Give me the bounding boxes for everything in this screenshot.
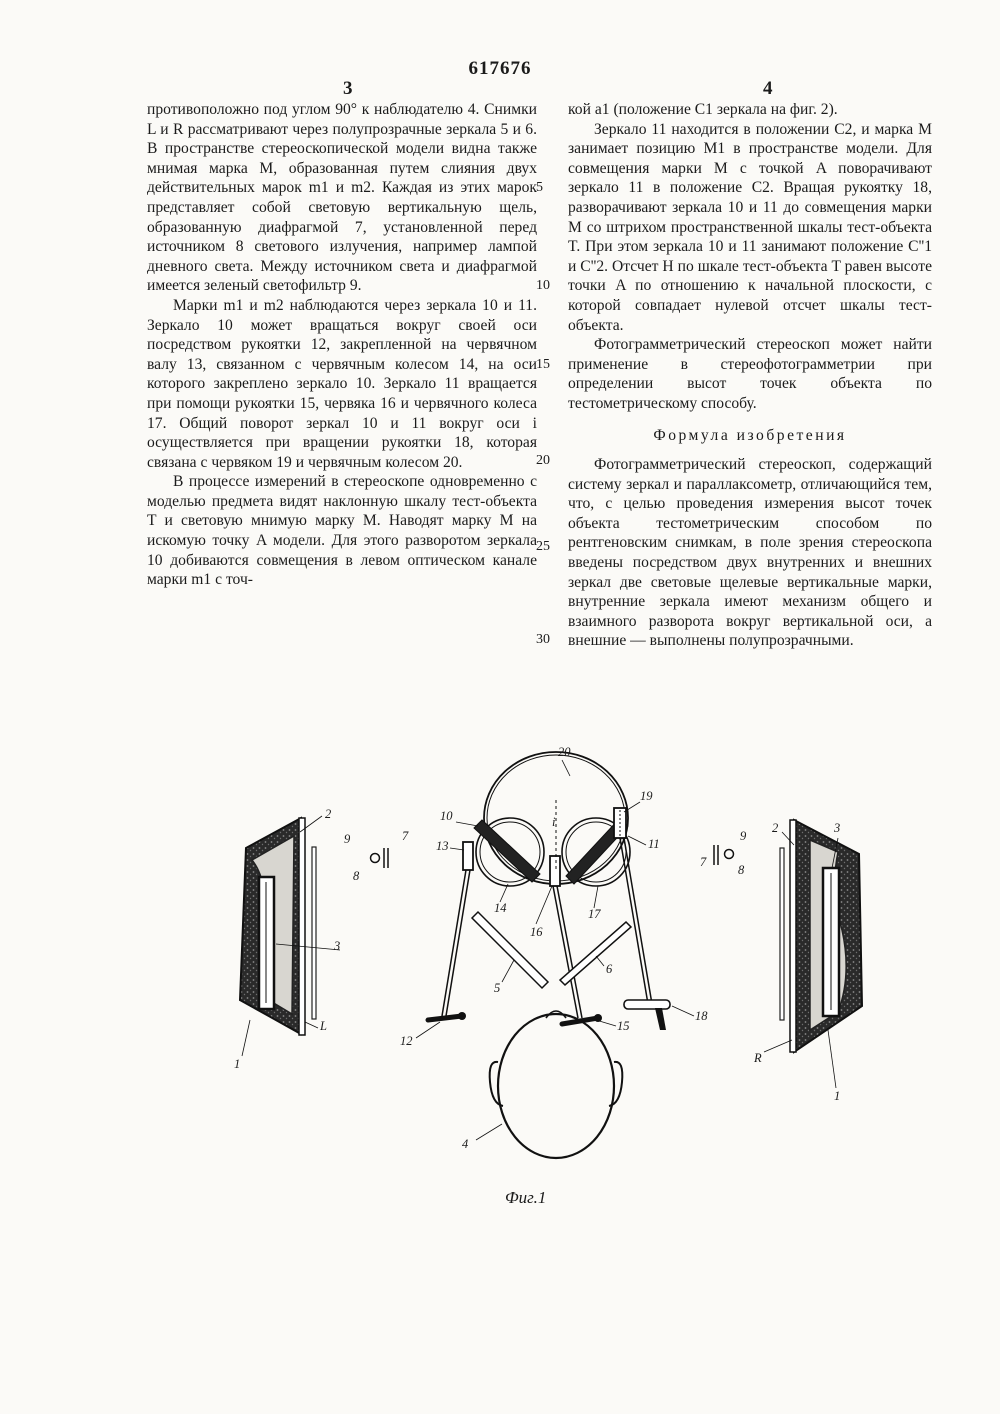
paragraph: Марки m1 и m2 наблюдаются через зеркала 10 и 11. Зеркало 10 может вращаться вокруг своей оси посредством рукоятки 12, закрепленной на червячном валу 13, связанном с червячным колесом 14, на оси которого закреплено зеркало 10. Зеркало 11 вращается при помощи рукоятки 15, червяка 16 и червячного колеса 17. Общий поворот зеркал 10 и 11 вокруг оси i осуществляется при вращении рукоятки 18, которая связана с червяком 19 и червячным колесом 20. bbox=[147, 296, 537, 471]
figure-label: 9 bbox=[344, 832, 351, 846]
left-light-source bbox=[371, 848, 389, 868]
figure-label: 20 bbox=[558, 745, 571, 759]
formula-heading: Формула изобретения bbox=[653, 426, 847, 444]
left-column bbox=[147, 100, 537, 590]
column-number-left: 3 bbox=[343, 78, 353, 99]
paragraph: В процессе измерений в стереоскопе одновременно с моделью предмета видят наклонную шкалу тест-объекта T и световую мнимую марку M. Наводят марку M на искомую точку A модели. Для этого разворотом зеркала 10 добиваются совмещения в левом оптическом канале марки m1 с точ- bbox=[147, 473, 537, 589]
figure-label: 15 bbox=[617, 1019, 630, 1033]
figure-label: i bbox=[552, 815, 556, 829]
line-number: 30 bbox=[536, 632, 550, 647]
right-column bbox=[568, 100, 932, 651]
figure-label: 19 bbox=[640, 789, 653, 803]
figure-caption: Фиг.1 bbox=[505, 1188, 547, 1207]
figure-1 bbox=[0, 740, 1000, 1180]
figure-label: 7 bbox=[700, 855, 707, 869]
patent-number: 617676 bbox=[468, 58, 532, 79]
figure-label: 1 bbox=[234, 1057, 241, 1071]
figure-label: 11 bbox=[648, 837, 660, 851]
paragraph: противоположно под углом 90° к наблюдателю 4. Снимки L и R рассматривают через полупрозрачные зеркала 5 и 6. В пространстве стереоскопической модели видна также мнимая марка M, образованная путем слияния двух действительных марок m1 и m2. Каждая из этих марок представляет собой световую вертикальную щель, образованную диафрагмой 7, установленной перед источником 8 светового излучения, например лампой дневного света. Между источником света и диафрагмой имеется зеленый светофильтр 9. bbox=[147, 101, 537, 295]
claim-text: Фотограмметрический стереоскоп, содержащий систему зеркал и параллаксометр, отличающийся тем, что, с целью проведения измерения высот точек объекта тестометрическим способом по рентгеновским снимкам, в поле зрения стереоскопа введены посредством двух внутренних и внешних зеркал две световые щелевые вертикальные марки, внутренние зеркала имеют механизм общего и взаимного разворота вокруг вертикальной оси, а внешние — выполнены полупрозрачными. bbox=[568, 456, 932, 650]
figure-label: 3 bbox=[834, 821, 841, 835]
figure-label: 17 bbox=[588, 907, 601, 921]
figure-label: 2 bbox=[325, 807, 332, 821]
figure-label: R bbox=[754, 1051, 762, 1065]
figure-label: 10 bbox=[440, 809, 453, 823]
figure-label: 9 bbox=[740, 829, 747, 843]
figure-label: 7 bbox=[402, 829, 409, 843]
worm-16 bbox=[550, 856, 560, 886]
figure-label: 16 bbox=[530, 925, 543, 939]
figure-label: L bbox=[320, 1019, 327, 1033]
paragraph: Зеркало 11 находится в положении C2, и марка M занимает позицию M1 в пространстве модели. Для совмещения марки M с точкой A поворачивают зеркало 11 в положение C2. Вращая рукоятку 18, разворачивают зеркала 10 и 11 до совмещения марки M со штрихом пространственной шкалы тест-объекта T. При этом зеркала 10 и 11 занимают положение C''1 и C''2. Отсчет H по шкале тест-объекта T равен высоте точки A по отношению к начальной плоскости, с которой совпадает нулевой отсчет шкалы тест-объекта. bbox=[568, 120, 932, 334]
line-number: 10 bbox=[536, 278, 550, 293]
line-number: 20 bbox=[536, 453, 550, 468]
figure-label: 2 bbox=[772, 821, 779, 835]
figure-label: 18 bbox=[695, 1009, 708, 1023]
paragraph: кой a1 (положение C1 зеркала на фиг. 2). bbox=[568, 101, 838, 118]
figure-label: 6 bbox=[606, 962, 613, 976]
observer-head bbox=[490, 1011, 623, 1158]
figure-label: 13 bbox=[436, 839, 449, 853]
worm-shaft-13 bbox=[463, 842, 473, 870]
paragraph: Фотограмметрический стереоскоп может найти применение в стереофотограмметрии при определении высот точек объекта по тестометрическому способу. bbox=[568, 336, 932, 412]
figure-label: 5 bbox=[494, 981, 501, 995]
right-light-source bbox=[714, 845, 734, 865]
figure-label: 8 bbox=[353, 869, 360, 883]
line-number: 5 bbox=[536, 180, 543, 195]
line-number: 15 bbox=[536, 357, 550, 372]
line-number: 25 bbox=[536, 539, 550, 554]
figure-label: 3 bbox=[334, 939, 341, 953]
semitransparent-mirror-6 bbox=[560, 922, 631, 985]
figure-label: 12 bbox=[400, 1034, 413, 1048]
figure-label: 8 bbox=[738, 863, 745, 877]
figure-label: 4 bbox=[462, 1137, 469, 1151]
left-snapshot-panel bbox=[240, 818, 316, 1035]
right-snapshot-panel bbox=[780, 820, 862, 1052]
column-number-right: 4 bbox=[763, 78, 773, 99]
figure-label: 1 bbox=[834, 1089, 841, 1103]
handle-18 bbox=[624, 1000, 670, 1030]
figure-label: 14 bbox=[494, 901, 507, 915]
